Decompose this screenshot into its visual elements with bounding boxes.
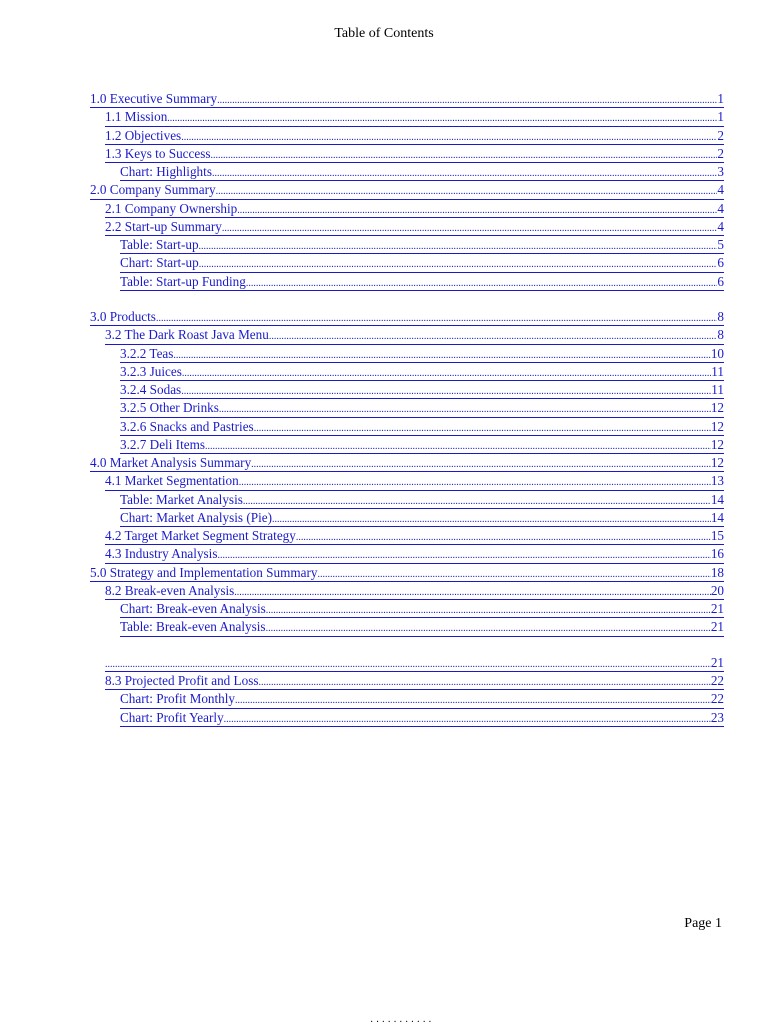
toc-dot-leader [266, 602, 711, 619]
toc-entry-label: Table: Market Analysis [120, 491, 243, 507]
toc-entry-label: 4.1 Market Segmentation [105, 473, 239, 489]
toc-entry[interactable] [120, 618, 724, 636]
toc-dot-leader [258, 674, 710, 691]
toc-entry-label: 4.2 Target Market Segment Strategy [105, 528, 296, 543]
toc-entry-label: 3.2.6 Snacks and Pastries [120, 418, 254, 434]
toc-entry[interactable] [120, 690, 724, 708]
toc-entry-page: 13 [710, 473, 724, 489]
toc-entry-page: 21 [710, 601, 724, 616]
toc-entry-page: 21 [710, 619, 724, 635]
toc-entry[interactable] [90, 564, 724, 582]
toc-entry-page: 18 [710, 564, 724, 580]
toc-entry-page: 4 [717, 218, 724, 234]
toc-entry[interactable] [90, 181, 724, 199]
toc-entry-label: 3.2.5 Other Drinks [120, 400, 219, 416]
toc-dot-leader [254, 420, 711, 437]
toc-entry-label: Table: Break-even Analysis [120, 619, 266, 635]
toc-entry-page: 21 [710, 654, 724, 670]
toc-entry[interactable] [105, 326, 724, 344]
toc-dot-leader [182, 365, 711, 382]
toc-entry-page: 8 [717, 327, 724, 343]
toc-entry-label: 3.2 The Dark Roast Java Menu [105, 327, 269, 343]
toc-entry-page: 16 [710, 546, 724, 562]
toc-dot-leader [243, 493, 711, 510]
toc-entry-page: 12 [710, 418, 724, 434]
toc-entry-page: 23 [710, 709, 724, 725]
toc-entry-page: 1 [717, 91, 724, 106]
toc-entry-page: 11 [711, 363, 724, 379]
toc-entry-page: 4 [717, 200, 724, 216]
toc-entry[interactable] [120, 399, 724, 417]
toc-entry[interactable] [105, 672, 724, 690]
toc-entry[interactable] [120, 381, 724, 399]
toc-dot-leader [246, 275, 718, 292]
toc-entry-label: 8.3 Projected Profit and Loss [105, 673, 259, 688]
toc-dot-leader [222, 220, 718, 237]
toc-entry-label: 1.2 Objectives [105, 127, 182, 143]
toc-entry-label: 2.0 Company Summary [90, 182, 216, 198]
toc-entry-page: 10 [710, 345, 724, 361]
toc-entry[interactable] [120, 345, 724, 363]
toc-dot-leader [234, 584, 711, 601]
toc-entry[interactable] [120, 600, 724, 618]
toc-dot-leader [272, 511, 711, 528]
toc-entry-label: 3.2.7 Deli Items [120, 436, 205, 452]
toc-entry-page: 6 [717, 255, 724, 271]
toc-entry[interactable] [120, 509, 724, 527]
toc-entry[interactable] [120, 363, 724, 381]
toc-entry[interactable] [120, 418, 724, 436]
toc-entry-label: Table: Start-up [120, 237, 199, 252]
toc-entry-label: Chart: Highlights [120, 164, 212, 179]
toc-entry-page: 6 [717, 273, 724, 289]
toc-entry-label: Chart: Profit Monthly [120, 691, 236, 707]
toc-entry-label: 4.3 Industry Analysis [105, 546, 218, 562]
toc-entry-page: 5 [717, 237, 724, 252]
toc-entry-page: 12 [710, 400, 724, 416]
toc-dot-leader [269, 328, 718, 345]
bottom-edge-mark: · · · · · · · · · · · [370, 1017, 432, 1024]
toc-dot-leader [266, 620, 711, 637]
toc-entry-label: 2.2 Start-up Summary [105, 218, 222, 234]
toc-dot-leader [237, 202, 717, 219]
toc-entry-label: Chart: Profit Yearly [120, 709, 224, 725]
toc-dot-leader [224, 711, 711, 728]
toc-dot-leader [212, 165, 717, 182]
toc-entry[interactable] [105, 654, 724, 672]
toc-dot-leader [205, 438, 711, 455]
toc-entry-label: 3.2.4 Sodas [120, 382, 182, 397]
toc-dot-leader [199, 256, 718, 273]
toc-entry-label: Table: Start-up Funding [120, 273, 246, 289]
toc-entry[interactable] [120, 236, 724, 254]
toc-entry[interactable] [105, 200, 724, 218]
toc-entry-label: 3.2.3 Juices [120, 363, 182, 379]
toc-dot-leader [296, 529, 711, 546]
toc-entry[interactable] [90, 90, 724, 108]
toc-entry-page: 20 [710, 582, 724, 598]
toc-entry-page: 2 [717, 145, 724, 161]
toc-dot-leader [235, 692, 711, 709]
toc-entry-page: 11 [711, 382, 724, 397]
toc-entry[interactable] [120, 491, 724, 509]
toc-entry[interactable] [105, 145, 724, 163]
toc-entry[interactable] [105, 472, 724, 490]
toc-dot-leader [211, 147, 718, 164]
toc-spacer [90, 291, 724, 308]
toc-dot-leader [239, 474, 711, 491]
toc-entry[interactable] [105, 127, 724, 145]
toc-entry-page: 22 [710, 673, 724, 688]
toc-dot-leader [105, 656, 711, 673]
toc-entry-page: 1 [717, 109, 724, 125]
toc-entry-page: 8 [717, 309, 724, 324]
toc-dot-leader [251, 456, 711, 473]
toc-entry-page: 12 [710, 455, 724, 470]
toc-entry-page: 12 [710, 436, 724, 452]
toc-entry-page: 15 [710, 528, 724, 543]
toc-entry-label: 8.2 Break-even Analysis [105, 582, 235, 598]
toc-entry[interactable] [105, 527, 724, 545]
toc-entry-label: 5.0 Strategy and Implementation Summary [90, 564, 318, 580]
toc-dot-leader [219, 401, 711, 418]
toc-entry-label: Chart: Market Analysis (Pie) [120, 509, 272, 525]
toc-entry-label: 1.1 Mission [105, 109, 168, 125]
toc-entry[interactable] [105, 582, 724, 600]
toc-dot-leader [181, 129, 717, 146]
page-title: Table of Contents [334, 26, 434, 41]
toc-dot-leader [173, 347, 710, 364]
toc-dot-leader [167, 110, 717, 127]
toc-entry-label: Chart: Break-even Analysis [120, 601, 266, 616]
toc-entry[interactable] [105, 108, 724, 126]
toc-entry-label: 4.0 Market Analysis Summary [90, 455, 252, 470]
toc-entry[interactable] [120, 254, 724, 272]
toc-dot-leader [216, 183, 718, 200]
toc-entry[interactable] [90, 454, 724, 472]
toc-entry[interactable] [120, 163, 724, 181]
toc-dot-leader [317, 566, 710, 583]
toc-dot-leader [217, 92, 717, 109]
toc-dot-leader [181, 383, 711, 400]
toc-entry-label: 2.1 Company Ownership [105, 200, 238, 216]
toc-entry[interactable] [120, 709, 724, 727]
toc-entry-page: 2 [717, 127, 724, 143]
toc-entry-label: 1.0 Executive Summary [90, 91, 218, 106]
toc-entry-label: 3.0 Products [90, 309, 156, 324]
toc-dot-leader [156, 310, 717, 327]
toc-entry-page: 3 [717, 164, 724, 179]
toc-dot-leader [199, 238, 718, 255]
toc-entry-page: 14 [710, 509, 724, 525]
toc-entry-label: 3.2.2 Teas [120, 345, 174, 361]
toc-entry[interactable] [90, 308, 724, 326]
toc-dot-leader [217, 547, 710, 564]
toc-entry[interactable] [105, 218, 724, 236]
toc-entry[interactable] [105, 545, 724, 563]
page-number: Page 1 [684, 916, 722, 931]
toc-entry-label: Chart: Start-up [120, 255, 199, 271]
toc-spacer [90, 637, 724, 654]
toc-entry[interactable] [120, 436, 724, 454]
toc-entry[interactable] [120, 273, 724, 291]
toc-entry-page: 14 [710, 491, 724, 507]
toc-entry-label: 1.3 Keys to Success [105, 145, 211, 161]
toc-entry-page: 22 [710, 691, 724, 707]
toc-entry-page: 4 [717, 182, 724, 198]
table-of-contents [90, 90, 724, 727]
